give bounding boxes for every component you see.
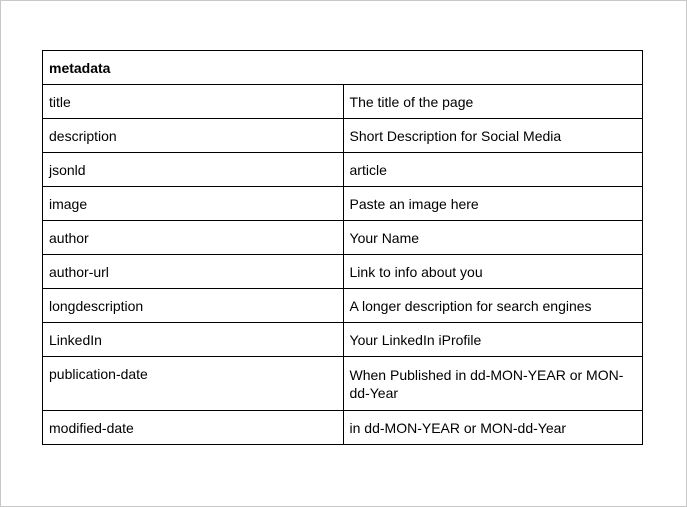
table-row xyxy=(43,255,643,289)
metadata-table xyxy=(42,50,643,445)
table-row xyxy=(43,187,643,221)
value-cell-author-url[interactable]: Link to info about you xyxy=(343,255,642,289)
table-row xyxy=(43,289,643,323)
key-cell-title[interactable]: title xyxy=(43,85,344,119)
table-row xyxy=(43,221,643,255)
key-cell-modified-date[interactable]: modified-date xyxy=(43,411,344,445)
table-row xyxy=(43,323,643,357)
key-cell-description[interactable]: description xyxy=(43,119,344,153)
value-cell-description[interactable]: Short Description for Social Media xyxy=(343,119,642,153)
table-row xyxy=(43,357,643,411)
key-cell-author[interactable]: author xyxy=(43,221,344,255)
key-cell-linkedin[interactable]: LinkedIn xyxy=(43,323,344,357)
key-cell-author-url[interactable]: author-url xyxy=(43,255,344,289)
key-cell-longdescription[interactable]: longdescription xyxy=(43,289,344,323)
value-cell-modified-date[interactable]: in dd-MON-YEAR or MON-dd-Year xyxy=(343,411,642,445)
value-cell-jsonld[interactable]: article xyxy=(343,153,642,187)
key-cell-image[interactable]: image xyxy=(43,187,344,221)
value-cell-linkedin[interactable]: Your LinkedIn iProfile xyxy=(343,323,642,357)
table-row xyxy=(43,85,643,119)
value-cell-author[interactable]: Your Name xyxy=(343,221,642,255)
table-row xyxy=(43,411,643,445)
table-row xyxy=(43,153,643,187)
key-cell-publication-date[interactable]: publication-date xyxy=(43,357,344,411)
value-cell-title[interactable]: The title of the page xyxy=(343,85,642,119)
table-header-row xyxy=(43,51,643,85)
table-header-cell[interactable]: metadata xyxy=(43,51,643,85)
table-row xyxy=(43,119,643,153)
key-cell-jsonld[interactable]: jsonld xyxy=(43,153,344,187)
value-cell-image[interactable]: Paste an image here xyxy=(343,187,642,221)
value-cell-publication-date[interactable]: When Published in dd-MON-YEAR or MON-dd-Year xyxy=(343,357,642,411)
value-cell-longdescription[interactable]: A longer description for search engines xyxy=(343,289,642,323)
